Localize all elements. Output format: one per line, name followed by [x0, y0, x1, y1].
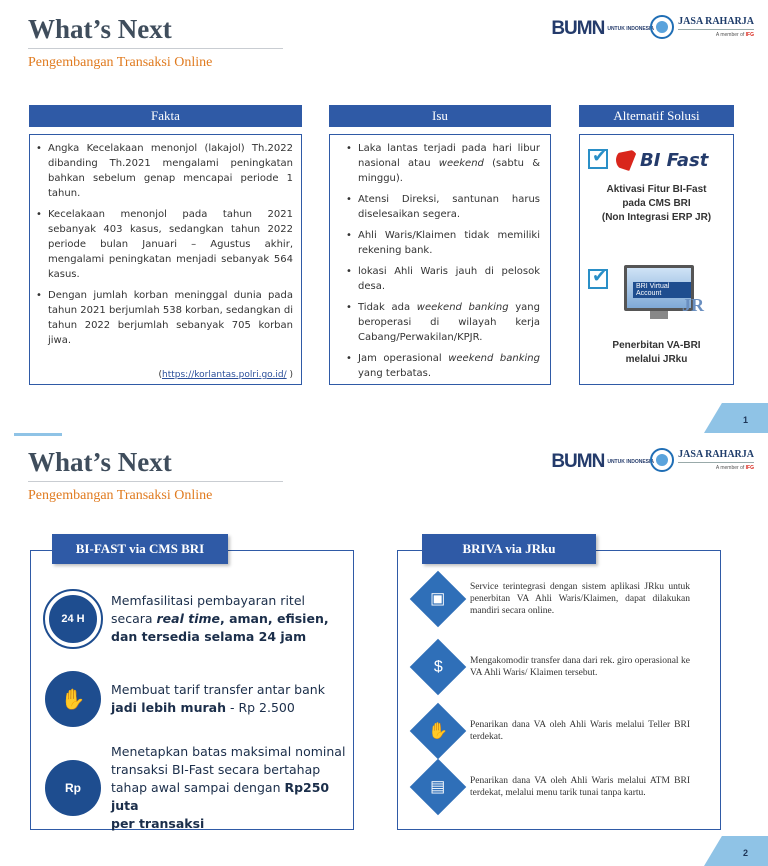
source-citation: (https://korlantas.polri.go.id/ ) [158, 370, 293, 380]
alternatif-item-va: Penerbitan VA-BRI melalui JRku [612, 340, 701, 365]
page-number: 1 [742, 415, 748, 425]
fakta-panel [29, 134, 302, 385]
feature-text: Memfasilitasi pembayaran ritel secara real time, aman, efisien, dan tersedia selama 24 jam [111, 593, 329, 644]
checkbox-checked-icon [588, 149, 608, 169]
atm-icon: ▤ [410, 759, 467, 816]
list-item: $ Mengakomodir transfer dana dari rek. giro operasional ke VA Ahli Waris/ Klaimen tersebut. [410, 647, 690, 687]
bi-fast-mark-icon [616, 149, 638, 171]
list-item: • Ahli Waris/Klaimen tidak memiliki rekening bank. [344, 228, 540, 258]
source-link[interactable]: https://korlantas.polri.go.id/ [162, 370, 287, 380]
ifg-member-text: A member of IFG [715, 465, 754, 471]
money-bag-icon: $ [410, 639, 467, 696]
jasa-raharja-emblem-icon [650, 15, 674, 39]
briva-panel [397, 550, 721, 830]
bumn-logo [551, 451, 654, 473]
jasa-raharja-logo [650, 15, 754, 39]
feature-text: Membuat tarif transfer antar bank jadi lebih murah - Rp 2.500 [111, 682, 325, 715]
title-divider [28, 481, 283, 482]
isu-list [330, 135, 550, 381]
list-item: ✋ Penarikan dana VA oleh Ahli Waris melalui Teller BRI terdekat. [410, 711, 690, 751]
list-item: • Kecelakaan menonjol pada tahun 2021 sebanyak 403 kasus, sedangkan tahun 2022 periode bulan Januari – Agustus akhir, mengalami peningkatan menjadi sebanyak 564 kasus. [34, 207, 293, 282]
bumn-logo-text: BUMN [551, 451, 605, 472]
fakta-header: Fakta [29, 105, 302, 127]
bi-fast-logo [616, 143, 720, 177]
jasa-raharja-name: JASA RAHARJA [678, 16, 754, 27]
list-item: • Dengan jumlah korban meninggal dunia pada tahun 2021 berjumlah 538 korban, sedangkan di tahun 2022 berjumlah sebanyak 705 korban jiwa. [34, 288, 293, 348]
clock-24h-icon: 24 H [45, 591, 101, 647]
fakta-list [30, 135, 301, 348]
alternatif-header: Alternatif Solusi [579, 105, 734, 127]
isu-panel [329, 134, 551, 385]
top-accent-decoration [14, 433, 62, 436]
bi-fast-logo-text: BI Fast [640, 149, 709, 171]
feature-text: Menetapkan batas maksimal nominal transaksi BI-Fast secara bertahap tahap awal sampai dengan Rp250 juta per transaksi [111, 744, 346, 831]
alternatif-item-bifast: Aktivasi Fitur BI-Fast pada CMS BRI (Non Integrasi ERP JR) [601, 184, 712, 223]
jasa-raharja-name: JASA RAHARJA [678, 449, 754, 460]
slide-subtitle: Pengembangan Transaksi Online [28, 488, 213, 503]
bumn-logo-text: BUMN [551, 18, 605, 39]
list-item: ▤ Penarikan dana VA oleh Ahli Waris melalui ATM BRI terdekat, melalui menu tarik tunai tanpa kartu. [410, 767, 690, 807]
slide-title: What’s Next [28, 14, 172, 44]
list-item: • Atensi Direksi, santunan harus diselesaikan segera. [344, 192, 540, 222]
list-item: • Jam operasional weekend banking yang terbatas. [344, 351, 540, 381]
jasa-raharja-emblem-icon [650, 448, 674, 472]
bumn-logo-subtext: UNTUK INDONESIA [607, 459, 654, 465]
monitor-icon: BRI Virtual Account [624, 265, 694, 311]
slide-subtitle: Pengembangan Transaksi Online [28, 55, 213, 70]
bifast-tab: BI-FAST via CMS BRI [52, 534, 228, 564]
list-item: • lokasi Ahli Waris jauh di pelosok desa. [344, 264, 540, 294]
bumn-logo [551, 18, 654, 40]
briva-tab: BRIVA via JRku [422, 534, 596, 564]
feature-item [45, 591, 329, 647]
list-item: ▣ Service terintegrasi dengan sistem aplikasi JRku untuk penerbitan VA Ahli Waris/Klaimen, dapat dilakukan mandiri secara online. [410, 579, 690, 619]
ifg-member-text: A member of IFG [715, 32, 754, 38]
cash-hand-icon: ✋ [410, 703, 467, 760]
alternatif-panel [579, 134, 734, 385]
virtual-account-illustration: BRI Virtual Account JR [624, 265, 710, 327]
list-item: • Laka lantas terjadi pada hari libur nasional atau weekend (sabtu & minggu). [344, 141, 540, 186]
page-number: 2 [742, 848, 748, 858]
list-item: • Tidak ada weekend banking yang beroperasi di wilayah kerja Cabang/Perwakilan/KPJR. [344, 300, 540, 345]
slide-title: What’s Next [28, 447, 172, 477]
checkbox-checked-icon [588, 269, 608, 289]
list-item: • Angka Kecelakaan menonjol (lakajol) Th.2022 dibanding Th.2021 mengalami peningkatan bahkan sebelum genap mencapai periode 1 tahun. [34, 141, 293, 201]
feature-item [45, 671, 325, 727]
page-corner-decoration [704, 403, 768, 433]
money-bag-icon: Rp [45, 760, 101, 816]
hand-money-icon: ✋ [45, 671, 101, 727]
bifast-panel [30, 550, 354, 830]
computer-icon: ▣ [410, 571, 467, 628]
isu-header: Isu [329, 105, 551, 127]
jasa-raharja-logo [650, 448, 754, 472]
title-divider [28, 48, 283, 49]
feature-item [45, 743, 353, 833]
bumn-logo-subtext: UNTUK INDONESIA [607, 26, 654, 32]
slide-2 [0, 433, 768, 866]
page-corner-decoration [704, 836, 768, 866]
